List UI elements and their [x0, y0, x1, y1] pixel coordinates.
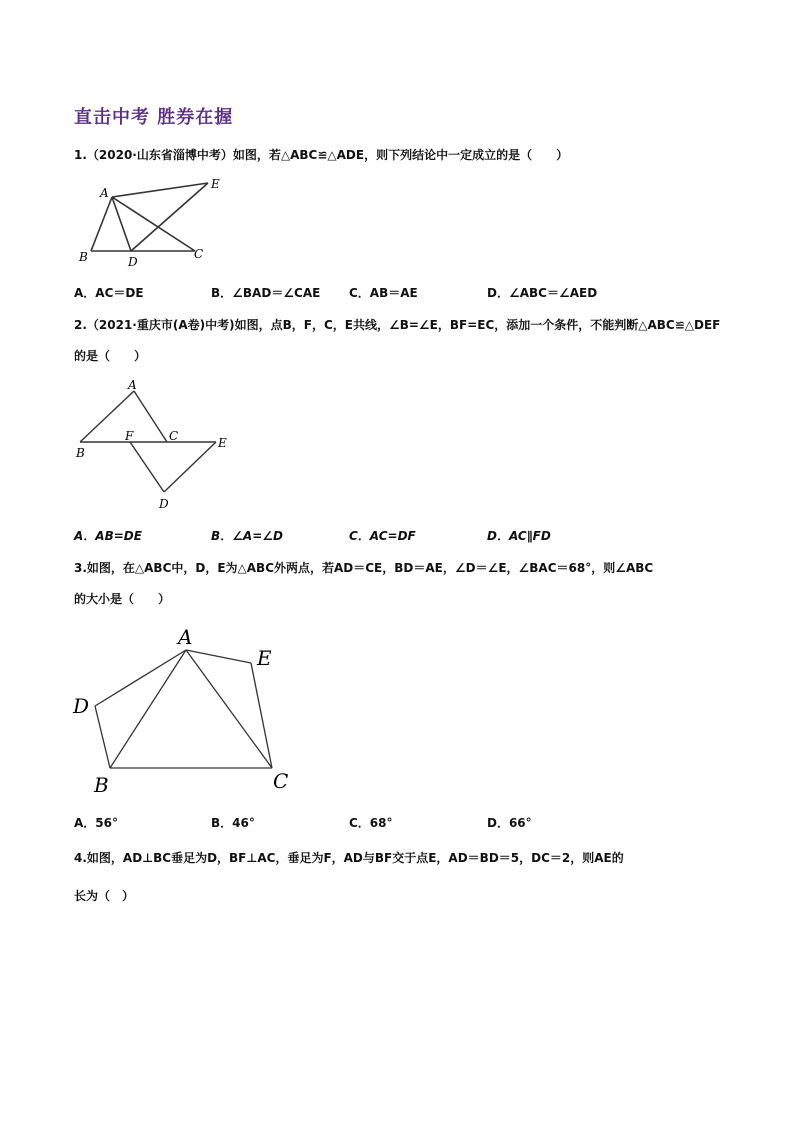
label-e: E	[257, 646, 272, 670]
segment-ec	[251, 663, 272, 768]
question-4-line2: 长为（ ）	[74, 889, 135, 903]
segment-fd	[130, 442, 164, 492]
label-b: B	[94, 773, 109, 797]
q2-option-a: A．AB=DE	[74, 529, 142, 543]
label-e: E	[211, 177, 220, 191]
label-e: E	[218, 436, 227, 450]
q3-option-b: B．46°	[211, 816, 255, 830]
q3-option-c: C．68°	[349, 816, 393, 830]
question-1-text: 1.（2020·山东省淄博中考）如图，若△ABC≌△ADE，则下列结论中一定成立的是（ ）	[74, 148, 569, 162]
question-3-line2: 的大小是（ ）	[74, 592, 171, 606]
segment-ba	[110, 650, 186, 768]
label-c: C	[169, 429, 179, 443]
segment-ad	[95, 650, 186, 706]
question-1-figure	[70, 172, 250, 272]
label-a: A	[100, 186, 109, 200]
q3-option-a: A．56°	[74, 816, 118, 830]
question-2-line1: 2.（2021·重庆市(A卷)中考)如图，点B，F，C，E共线，∠B=∠E，BF=EC，添加一个条件，不能判断△ABC≌△DEF	[74, 318, 721, 332]
label-a: A	[178, 625, 193, 649]
label-a: A	[128, 378, 137, 392]
segment-db	[95, 706, 110, 768]
section-title: 直击中考 胜券在握	[74, 107, 234, 128]
q1-option-d: D．∠ABC＝∠AED	[487, 286, 598, 300]
question-3-line1: 3.如图，在△ABC中，D，E为△ABC外两点，若AD＝CE，BD＝AE，∠D＝∠E，∠BAC＝68°，则∠ABC	[74, 561, 654, 575]
q1-option-a: A．AC＝DE	[74, 286, 144, 300]
label-d: D	[73, 694, 90, 718]
q3-option-d: D．66°	[487, 816, 532, 830]
q2-option-d: D．AC∥FD	[487, 529, 551, 543]
label-b: B	[79, 250, 88, 264]
question-3-figure	[70, 622, 300, 802]
label-c: C	[194, 247, 204, 261]
question-4-line1: 4.如图，AD⊥BC垂足为D，BF⊥AC，垂足为F，AD与BF交于点E，AD＝BD＝5，DC＝2，则AE的	[74, 851, 624, 865]
segment-de	[164, 442, 216, 492]
label-b: B	[76, 446, 85, 460]
q1-option-b: B．∠BAD＝∠CAE	[211, 286, 321, 300]
label-f: F	[125, 429, 134, 443]
q1-option-c: C．AB＝AE	[349, 286, 418, 300]
q2-option-b: B．∠A=∠D	[211, 529, 283, 543]
q2-option-c: C．AC=DF	[349, 529, 416, 543]
label-d: D	[128, 255, 138, 269]
label-c: C	[273, 769, 289, 793]
segment-ad	[112, 197, 131, 251]
question-2-figure	[70, 374, 240, 514]
segment-ac	[134, 391, 167, 442]
segment-ab	[91, 197, 112, 251]
segment-ae	[186, 650, 251, 663]
question-2-line2: 的是（ ）	[74, 349, 147, 363]
label-d: D	[159, 497, 169, 511]
